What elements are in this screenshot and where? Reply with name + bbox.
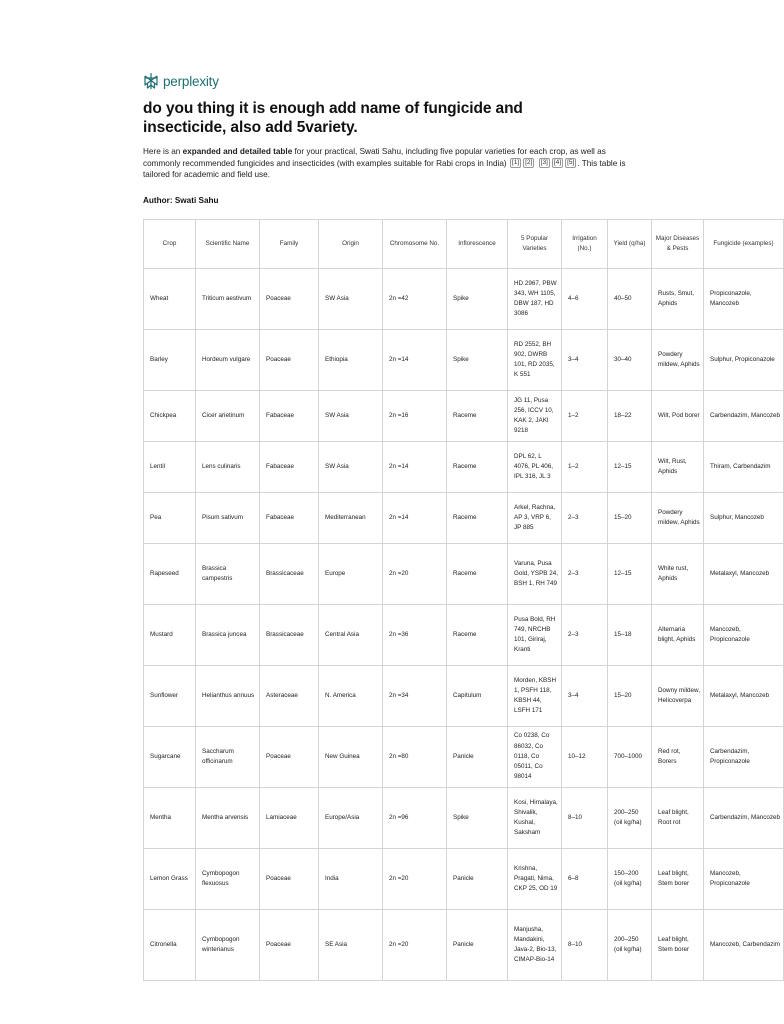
cell-inflorescence: Raceme xyxy=(447,442,508,493)
table-row xyxy=(144,330,784,391)
cell-origin: India xyxy=(319,849,383,910)
header-cell: Chromosome No. xyxy=(383,220,447,269)
cell-fungicide: Thiram, Carbendazim xyxy=(704,442,784,493)
cell-scientific-name: Triticum aestivum xyxy=(196,269,260,330)
cell-diseases-pests: Alternaria blight, Aphids xyxy=(652,605,704,666)
author-line: Author: Swati Sahu xyxy=(143,196,219,205)
cell-family: Fabaceae xyxy=(260,442,319,493)
cell-irrigation: 3–4 xyxy=(562,666,608,727)
table-body xyxy=(144,269,784,981)
cell-irrigation: 3–4 xyxy=(562,330,608,391)
cell-family: Brassicaceae xyxy=(260,544,319,605)
cell-family: Poaceae xyxy=(260,849,319,910)
cell-irrigation: 8–10 xyxy=(562,910,608,981)
cell-irrigation: 2–3 xyxy=(562,544,608,605)
cell-diseases-pests: Powdery mildew, Aphids xyxy=(652,493,704,544)
intro-prefix: Here is an xyxy=(143,147,183,156)
header-cell: Yield (q/ha) xyxy=(608,220,652,269)
cell-yield: 15–20 xyxy=(608,493,652,544)
perplexity-logo-icon xyxy=(143,72,159,90)
cell-chromosome-no: 2n =36 xyxy=(383,605,447,666)
cell-fungicide: Mancozeb, Propiconazole xyxy=(704,605,784,666)
cell-irrigation: 10–12 xyxy=(562,727,608,788)
cell-family: Lamiaceae xyxy=(260,788,319,849)
cell-inflorescence: Panicle xyxy=(447,910,508,981)
cell-yield: 15–20 xyxy=(608,666,652,727)
cell-yield: 15–18 xyxy=(608,605,652,666)
cell-chromosome-no: 2n =20 xyxy=(383,544,447,605)
cell-crop: Sunflower xyxy=(144,666,196,727)
cell-fungicide: Carbendazim, Mancozeb xyxy=(704,391,784,442)
cell-chromosome-no: 2n =42 xyxy=(383,269,447,330)
cell-irrigation: 2–3 xyxy=(562,605,608,666)
cell-family: Fabaceae xyxy=(260,391,319,442)
header-cell: Family xyxy=(260,220,319,269)
cell-crop: Wheat xyxy=(144,269,196,330)
intro-suffix: . This table is tailored for academic and field use. xyxy=(143,158,626,179)
cell-crop: Lemon Grass xyxy=(144,849,196,910)
cell-irrigation: 1–2 xyxy=(562,442,608,493)
cell-origin: SW Asia xyxy=(319,391,383,442)
intro-paragraph xyxy=(143,146,633,181)
table-header-row xyxy=(144,220,784,269)
table-row xyxy=(144,391,784,442)
header-cell: Irrigation (No.) xyxy=(562,220,608,269)
brand-logo[interactable] xyxy=(143,72,219,90)
crop-table-container[interactable] xyxy=(143,219,781,980)
cell-fungicide: Mancozeb, Carbendazim xyxy=(704,910,784,981)
cell-origin: Central Asia xyxy=(319,605,383,666)
cell-yield: 30–40 xyxy=(608,330,652,391)
cell-scientific-name: Brassica juncea xyxy=(196,605,260,666)
cell-fungicide: Sulphur, Propiconazole xyxy=(704,330,784,391)
intro-middle: for your practical, Swati Sahu, including five popular varieties for each crop, as well as commonly recommended fungicides and insecticides (with examples suitable for Rabi crops in India) xyxy=(143,147,606,168)
cell-inflorescence: Spike xyxy=(447,269,508,330)
cell-varieties: Varuna, Pusa Gold, YSPB 24, BSH 1, RH 749 xyxy=(508,544,562,605)
cell-varieties: Kosi, Himalaya, Shivalik, Kushal, Saksham xyxy=(508,788,562,849)
cell-origin: Europe xyxy=(319,544,383,605)
cell-chromosome-no: 2n =20 xyxy=(383,910,447,981)
cell-diseases-pests: Wilt, Pod borer xyxy=(652,391,704,442)
cell-crop: Mustard xyxy=(144,605,196,666)
cell-yield: 150–200 (oil kg/ha) xyxy=(608,849,652,910)
table-row xyxy=(144,493,784,544)
cell-diseases-pests: Leaf blight, Root rot xyxy=(652,788,704,849)
cell-crop: Citronella xyxy=(144,910,196,981)
cell-varieties: Krishna, Pragati, Nima, CKP 25, OD 19 xyxy=(508,849,562,910)
table-row xyxy=(144,442,784,493)
cell-scientific-name: Brassica campestris xyxy=(196,544,260,605)
cell-family: Asteraceae xyxy=(260,666,319,727)
cell-irrigation: 6–8 xyxy=(562,849,608,910)
cell-yield: 40–50 xyxy=(608,269,652,330)
cell-inflorescence: Panicle xyxy=(447,849,508,910)
cell-varieties: JG 11, Pusa 256, ICCV 10, KAK 2, JAKI 9218 xyxy=(508,391,562,442)
table-row xyxy=(144,544,784,605)
header-cell: Origin xyxy=(319,220,383,269)
cell-chromosome-no: 2n =14 xyxy=(383,330,447,391)
cell-diseases-pests: Leaf blight, Stem borer xyxy=(652,910,704,981)
cell-origin: Ethiopia xyxy=(319,330,383,391)
cell-scientific-name: Pisum sativum xyxy=(196,493,260,544)
cell-family: Fabaceae xyxy=(260,493,319,544)
cell-family: Poaceae xyxy=(260,330,319,391)
cell-scientific-name: Helianthus annuus xyxy=(196,666,260,727)
header-cell: 5 Popular Varieties xyxy=(508,220,562,269)
cell-inflorescence: Spike xyxy=(447,788,508,849)
cell-fungicide: Propiconazole, Mancozeb xyxy=(704,269,784,330)
cell-varieties: HD 2967, PBW 343, WH 1105, DBW 187, HD 3086 xyxy=(508,269,562,330)
cell-origin: N. America xyxy=(319,666,383,727)
cell-crop: Barley xyxy=(144,330,196,391)
cell-fungicide: Mancozeb, Propiconazole xyxy=(704,849,784,910)
table-row xyxy=(144,666,784,727)
cell-yield: 12–15 xyxy=(608,544,652,605)
cell-chromosome-no: 2n =14 xyxy=(383,493,447,544)
cell-irrigation: 1–2 xyxy=(562,391,608,442)
cell-yield: 200–250 (oil kg/ha) xyxy=(608,788,652,849)
header-cell: Major Diseases & Pests xyxy=(652,220,704,269)
cell-scientific-name: Hordeum vulgare xyxy=(196,330,260,391)
cell-inflorescence: Raceme xyxy=(447,605,508,666)
cell-family: Poaceae xyxy=(260,727,319,788)
cell-scientific-name: Mentha arvensis xyxy=(196,788,260,849)
cell-crop: Mentha xyxy=(144,788,196,849)
cell-inflorescence: Raceme xyxy=(447,544,508,605)
cell-inflorescence: Spike xyxy=(447,330,508,391)
cell-chromosome-no: 2n =96 xyxy=(383,788,447,849)
cell-yield: 12–15 xyxy=(608,442,652,493)
cell-scientific-name: Saccharum officinarum xyxy=(196,727,260,788)
table-row xyxy=(144,269,784,330)
table-row xyxy=(144,727,784,788)
cell-fungicide: Carbendazim, Mancozeb xyxy=(704,788,784,849)
header-cell: Crop xyxy=(144,220,196,269)
cell-varieties: Manjusha, Mandakini, Java-2, Bio-13, CIMAP-Bio-14 xyxy=(508,910,562,981)
cell-irrigation: 4–6 xyxy=(562,269,608,330)
table-row xyxy=(144,605,784,666)
cell-diseases-pests: Wilt, Rust, Aphids xyxy=(652,442,704,493)
cell-inflorescence: Raceme xyxy=(447,493,508,544)
cell-diseases-pests: Red rot, Borers xyxy=(652,727,704,788)
cell-yield: 18–22 xyxy=(608,391,652,442)
intro-bold: expanded and detailed table xyxy=(182,147,293,156)
cell-diseases-pests: Rusts, Smut, Aphids xyxy=(652,269,704,330)
cell-crop: Sugarcane xyxy=(144,727,196,788)
cell-chromosome-no: 2n =20 xyxy=(383,849,447,910)
cell-origin: SW Asia xyxy=(319,269,383,330)
cell-diseases-pests: Leaf blight, Stem borer xyxy=(652,849,704,910)
cell-irrigation: 8–10 xyxy=(562,788,608,849)
cell-inflorescence: Panicle xyxy=(447,727,508,788)
cell-varieties: Morden, KBSH 1, PSFH 118, KBSH 44, LSFH 171 xyxy=(508,666,562,727)
table-row xyxy=(144,788,784,849)
cell-chromosome-no: 2n =16 xyxy=(383,391,447,442)
citation-4[interactable]: [4] xyxy=(553,158,562,166)
cell-scientific-name: Cicer arietinum xyxy=(196,391,260,442)
cell-crop: Pea xyxy=(144,493,196,544)
cell-varieties: Co 0238, Co 86032, Co 0118, Co 05011, Co 98014 xyxy=(508,727,562,788)
citation-3[interactable]: [3] xyxy=(540,158,548,166)
cell-fungicide: Metalaxyl, Mancozeb xyxy=(704,544,784,605)
cell-origin: SE Asia xyxy=(319,910,383,981)
cell-yield: 200–250 (oil kg/ha) xyxy=(608,910,652,981)
cell-inflorescence: Capitulum xyxy=(447,666,508,727)
page-title: do you thing it is enough add name of fungicide and insecticide, also add 5variety. xyxy=(143,100,523,136)
table-row xyxy=(144,849,784,910)
cell-scientific-name: Cymbopogon winterianus xyxy=(196,910,260,981)
cell-inflorescence: Raceme xyxy=(447,391,508,442)
cell-fungicide: Sulphur, Mancozeb xyxy=(704,493,784,544)
citation-5[interactable]: [5] xyxy=(567,158,575,166)
cell-scientific-name: Lens culinaris xyxy=(196,442,260,493)
cell-origin: Mediterranean xyxy=(319,493,383,544)
header-cell: Scientific Name xyxy=(196,220,260,269)
crop-table xyxy=(143,219,784,981)
cell-chromosome-no: 2n =80 xyxy=(383,727,447,788)
cell-crop: Chickpea xyxy=(144,391,196,442)
cell-varieties: Arkel, Rachna, AP 3, VRP 6, JP 885 xyxy=(508,493,562,544)
cell-varieties: Pusa Bold, RH 749, NRCHB 101, Giriraj, Kranti xyxy=(508,605,562,666)
cell-diseases-pests: White rust, Aphids xyxy=(652,544,704,605)
cell-varieties: RD 2552, BH 902, DWRB 101, RD 2035, K 551 xyxy=(508,330,562,391)
cell-family: Poaceae xyxy=(260,269,319,330)
cell-irrigation: 2–3 xyxy=(562,493,608,544)
cell-fungicide: Carbendazim, Propiconazole xyxy=(704,727,784,788)
brand-name: perplexity xyxy=(163,73,219,89)
cell-varieties: DPL 62, L 4076, PL 406, IPL 316, JL 3 xyxy=(508,442,562,493)
cell-diseases-pests: Downy mildew, Helicoverpa xyxy=(652,666,704,727)
cell-crop: Lentil xyxy=(144,442,196,493)
cell-crop: Rapeseed xyxy=(144,544,196,605)
citation-1[interactable]: [1] xyxy=(511,158,520,166)
citation-2[interactable]: [2] xyxy=(525,158,533,166)
cell-diseases-pests: Powdery mildew, Aphids xyxy=(652,330,704,391)
cell-origin: SW Asia xyxy=(319,442,383,493)
cell-chromosome-no: 2n =14 xyxy=(383,442,447,493)
cell-chromosome-no: 2n =34 xyxy=(383,666,447,727)
cell-origin: New Guinea xyxy=(319,727,383,788)
header-cell: Fungicide (examples) xyxy=(704,220,784,269)
table-row xyxy=(144,910,784,981)
cell-scientific-name: Cymbopogon flexuosus xyxy=(196,849,260,910)
cell-origin: Europe/Asia xyxy=(319,788,383,849)
header-cell: Inflorescence xyxy=(447,220,508,269)
cell-fungicide: Metalaxyl, Mancozeb xyxy=(704,666,784,727)
cell-family: Poaceae xyxy=(260,910,319,981)
cell-yield: 700–1000 xyxy=(608,727,652,788)
cell-family: Brassicaceae xyxy=(260,605,319,666)
